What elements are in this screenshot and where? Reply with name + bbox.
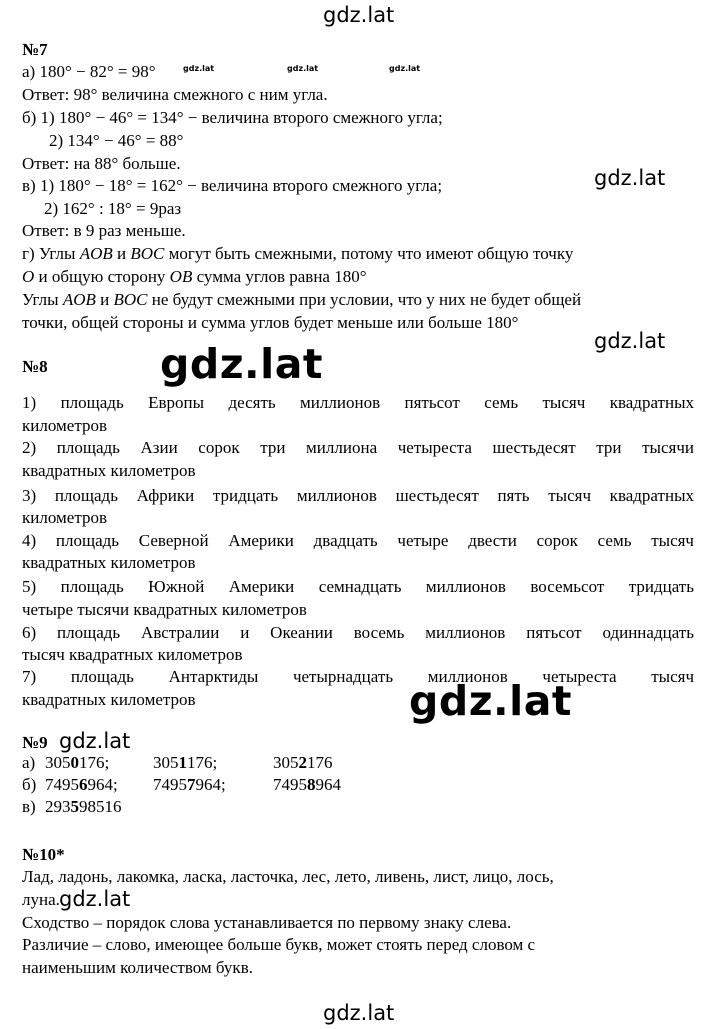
task8-line-2a: 2) площадь Азии сорок три миллиона четыреста шестьдесят три тысячи: [22, 438, 694, 457]
task9-heading: №9: [22, 733, 48, 752]
task7-g-text: сумма углов равна 180°: [192, 267, 367, 286]
digits: 964;: [87, 775, 118, 794]
angle-aob: AOB: [62, 290, 96, 309]
digits: 176;: [79, 753, 110, 772]
task8-line-3b: километров: [22, 508, 107, 527]
task8-line-4a: 4) площадь Северной Америки двадцать четыре двести сорок семь тысяч: [22, 531, 694, 550]
task7-g-line1: [22, 244, 573, 264]
task7-g-text: и: [112, 244, 131, 263]
task7-g-text: г) Углы: [22, 244, 80, 263]
point-o: O: [22, 267, 35, 286]
watermark-right-1: gdz.lat: [594, 166, 666, 190]
task10-line-3: Сходство – порядок слова устанавливается по первому знаку слева.: [22, 913, 512, 932]
digits: 964: [315, 775, 341, 794]
task9-b-3: [273, 775, 341, 795]
task8-line-5a: 5) площадь Южной Америки семнадцать миллионов восемьсот тридцать: [22, 577, 694, 596]
task8-line-4b: квадратных километров: [22, 553, 196, 572]
changed-digit: 8: [307, 775, 316, 794]
task8-line-3a: 3) площадь Африки тридцать миллионов шестьдесят пять тысяч квадратных: [22, 486, 694, 505]
task7-g-line4: точки, общей стороны и сумма углов будет меньше или больше 180°: [22, 313, 519, 332]
task9-row-a-label: а): [22, 753, 36, 772]
changed-digit: 2: [298, 753, 307, 772]
task9-row-b-label: б): [22, 775, 37, 794]
digits: 964;: [195, 775, 226, 794]
task7-g-text: и: [95, 290, 114, 309]
task10-line-2: луна.: [22, 890, 60, 909]
digits: 305: [153, 753, 179, 772]
task8-line-5b: четыре тысячи квадратных километров: [22, 600, 307, 619]
task9-row-v-label: в): [22, 797, 36, 816]
angle-aob: AOB: [79, 244, 113, 263]
task9-a-1: [45, 753, 109, 773]
digits: 176;: [187, 753, 218, 772]
digits: 7495: [153, 775, 187, 794]
digits: 305: [273, 753, 299, 772]
angle-boc: BOC: [113, 290, 148, 309]
watermark-task10: gdz.lat: [59, 887, 131, 911]
task7-g-line3: [22, 290, 581, 310]
task8-line-6b: тысяч квадратных километров: [22, 645, 243, 664]
digits: 305: [45, 753, 71, 772]
watermark-tiny-1: gdz.lat: [183, 64, 215, 73]
watermark-bottom: gdz.lat: [323, 1001, 395, 1025]
task9-b-2: [153, 775, 226, 795]
digits: 293: [45, 797, 71, 816]
changed-digit: 7: [187, 775, 196, 794]
digits: 7495: [45, 775, 79, 794]
digits: 98516: [79, 797, 122, 816]
task7-v-answer: Ответ: в 9 раз меньше.: [22, 221, 186, 240]
watermark-tiny-3: gdz.lat: [389, 64, 421, 73]
task7-g-text: могут быть смежными, потому что имеют общую точку: [164, 244, 574, 263]
task7-g-line2: [22, 267, 367, 287]
task8-heading: №8: [22, 357, 48, 376]
changed-digit: 6: [79, 775, 88, 794]
changed-digit: 1: [178, 753, 187, 772]
task10-line-1: Лад, ладонь, лакомка, ласка, ласточка, лес, лето, ливень, лист, лицо, лось,: [22, 867, 554, 886]
watermark-task9: gdz.lat: [59, 729, 131, 753]
task9-a-2: [153, 753, 217, 773]
task7-heading: №7: [22, 40, 48, 59]
angle-boc: BOC: [130, 244, 165, 263]
task7-b-line2: 2) 134° − 46° = 88°: [49, 131, 184, 150]
task8-line-2b: квадратных километров: [22, 461, 196, 480]
changed-digit: 5: [70, 797, 79, 816]
task7-a-line: а) 180° − 82° = 98°: [22, 62, 156, 81]
task9-a-3: [273, 753, 333, 773]
watermark-top: gdz.lat: [323, 3, 395, 27]
task7-g-text: не будут смежными при условии, что у них не будет общей: [147, 290, 582, 309]
watermark-big-2: gdz.lat: [409, 677, 572, 725]
digits: 7495: [273, 775, 307, 794]
task8-line-7a: 7) площадь Антарктиды четырнадцать миллионов четыреста тысяч: [22, 667, 694, 686]
task7-v-line2: 2) 162° : 18° = 9раз: [44, 199, 182, 218]
task7-b-answer: Ответ: на 88° больше.: [22, 154, 181, 173]
task7-a-answer: Ответ: 98° величина смежного с ним угла.: [22, 85, 328, 104]
task7-b-line1: б) 1) 180° − 46° = 134° − величина второго смежного угла;: [22, 108, 443, 127]
task7-g-text: Углы: [22, 290, 63, 309]
task7-g-text: и общую сторону: [34, 267, 170, 286]
task9-b-1: [45, 775, 118, 795]
watermark-tiny-2: gdz.lat: [287, 64, 319, 73]
task10-line-5: наименьшим количеством букв.: [22, 958, 253, 977]
task8-line-7b: квадратных километров: [22, 690, 196, 709]
changed-digit: 0: [70, 753, 79, 772]
watermark-right-2: gdz.lat: [594, 329, 666, 353]
task8-line-1a: 1) площадь Европы десять миллионов пятьсот семь тысяч квадратных: [22, 393, 694, 412]
task10-heading: №10*: [22, 845, 65, 864]
side-ob: OB: [169, 267, 193, 286]
task8-line-6a: 6) площадь Австралии и Океании восемь миллионов пятьсот одиннадцать: [22, 623, 694, 642]
task8-line-1b: километров: [22, 416, 107, 435]
digits: 176: [307, 753, 333, 772]
task7-v-line1: в) 1) 180° − 18° = 162° − величина второго смежного угла;: [22, 176, 443, 195]
task10-line-4: Различие – слово, имеющее больше букв, может стоять перед словом с: [22, 935, 536, 954]
watermark-big-1: gdz.lat: [160, 340, 323, 388]
task9-v-1: [45, 797, 122, 817]
